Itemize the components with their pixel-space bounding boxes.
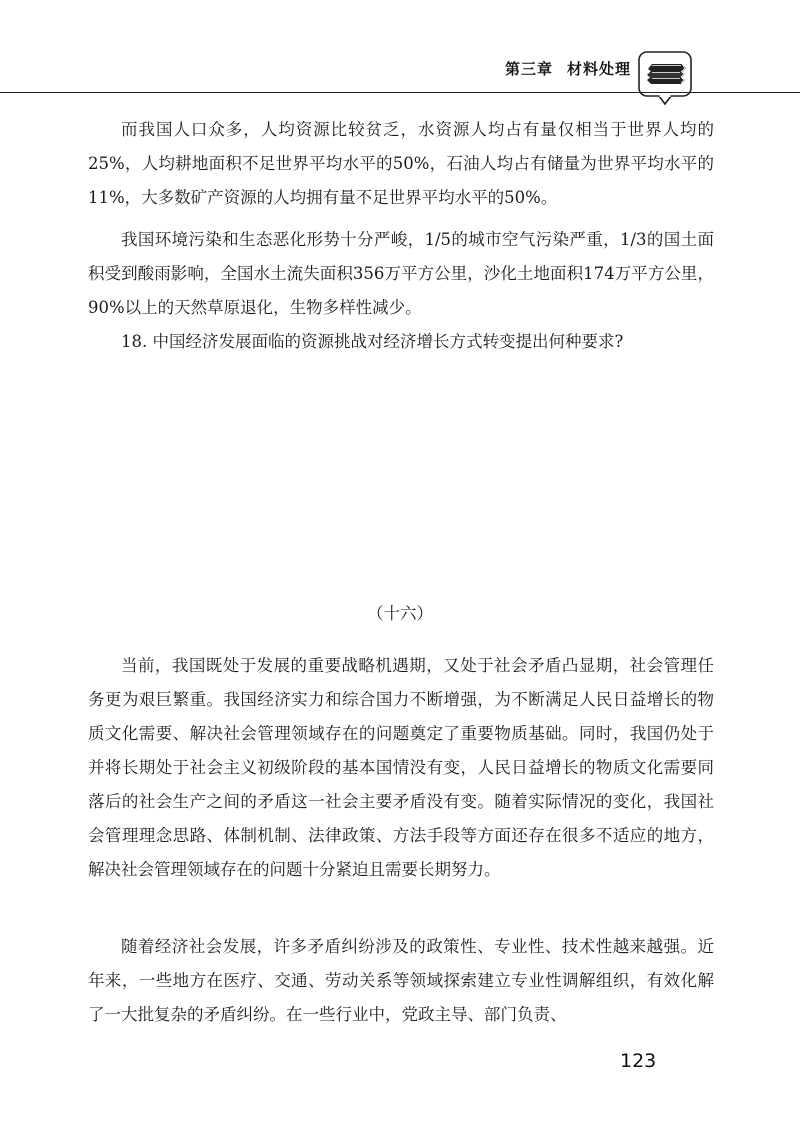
paragraph-mediation: 随着经济社会发展，许多矛盾纠纷涉及的政策性、专业性、技术性越来越强。近年来，一些地方在医疗、交通、劳动关系等领域探索建立专业性调解组织，有效化解了一大批复杂的矛盾纠纷。在一些行业中，党政主导、部门负责、 (88, 937, 714, 1024)
running-head (505, 58, 631, 79)
question-18: 18. 中国经济发展面临的资源挑战对经济增长方式转变提出何种要求? (121, 332, 624, 351)
paragraph-environment: 我国环境污染和生态恶化形势十分严峻，1/5的城市空气污染严重，1/3的国土面积受到酸雨影响，全国水土流失面积356万平方公里，沙化土地面积174万平方公里，90%以上的天然草原退化，生物多样性减少。 (88, 230, 714, 317)
header-rule (0, 92, 800, 93)
books-icon (637, 50, 693, 106)
page-header (0, 50, 800, 98)
paragraph-resources: 而我国人口众多，人均资源比较贫乏，水资源人均占有量仅相当于世界人均的25%，人均耕地面积不足世界平均水平的50%，石油人均占有储量为世界平均水平的11%，大多数矿产资源的人均拥有量不足世界平均水平的50%。 (88, 120, 714, 207)
paragraph-social-management: 当前，我国既处于发展的重要战略机遇期，又处于社会矛盾凸显期，社会管理任务更为艰巨繁重。我国经济实力和综合国力不断增强，为不断满足人民日益增长的物质文化需要、解决社会管理领域存在的问题奠定了重要物质基础。同时，我国仍处于并将长期处于社会主义初级阶段的基本国情没有变，人民日益增长的物质文化需要同落后的社会生产之间的矛盾这一社会主要矛盾没有变。随着实际情况的变化，我国社会管理理念思路、体制机制、法律政策、方法手段等方面还存在很多不适应的地方，解决社会管理领域存在的问题十分紧迫且需要长期努力。 (88, 656, 714, 879)
chapter-title: 材料处理 (567, 60, 632, 78)
page-number: 123 (620, 1050, 657, 1072)
section-title: （十六） (367, 604, 433, 623)
chapter-label: 第三章 (505, 60, 554, 78)
